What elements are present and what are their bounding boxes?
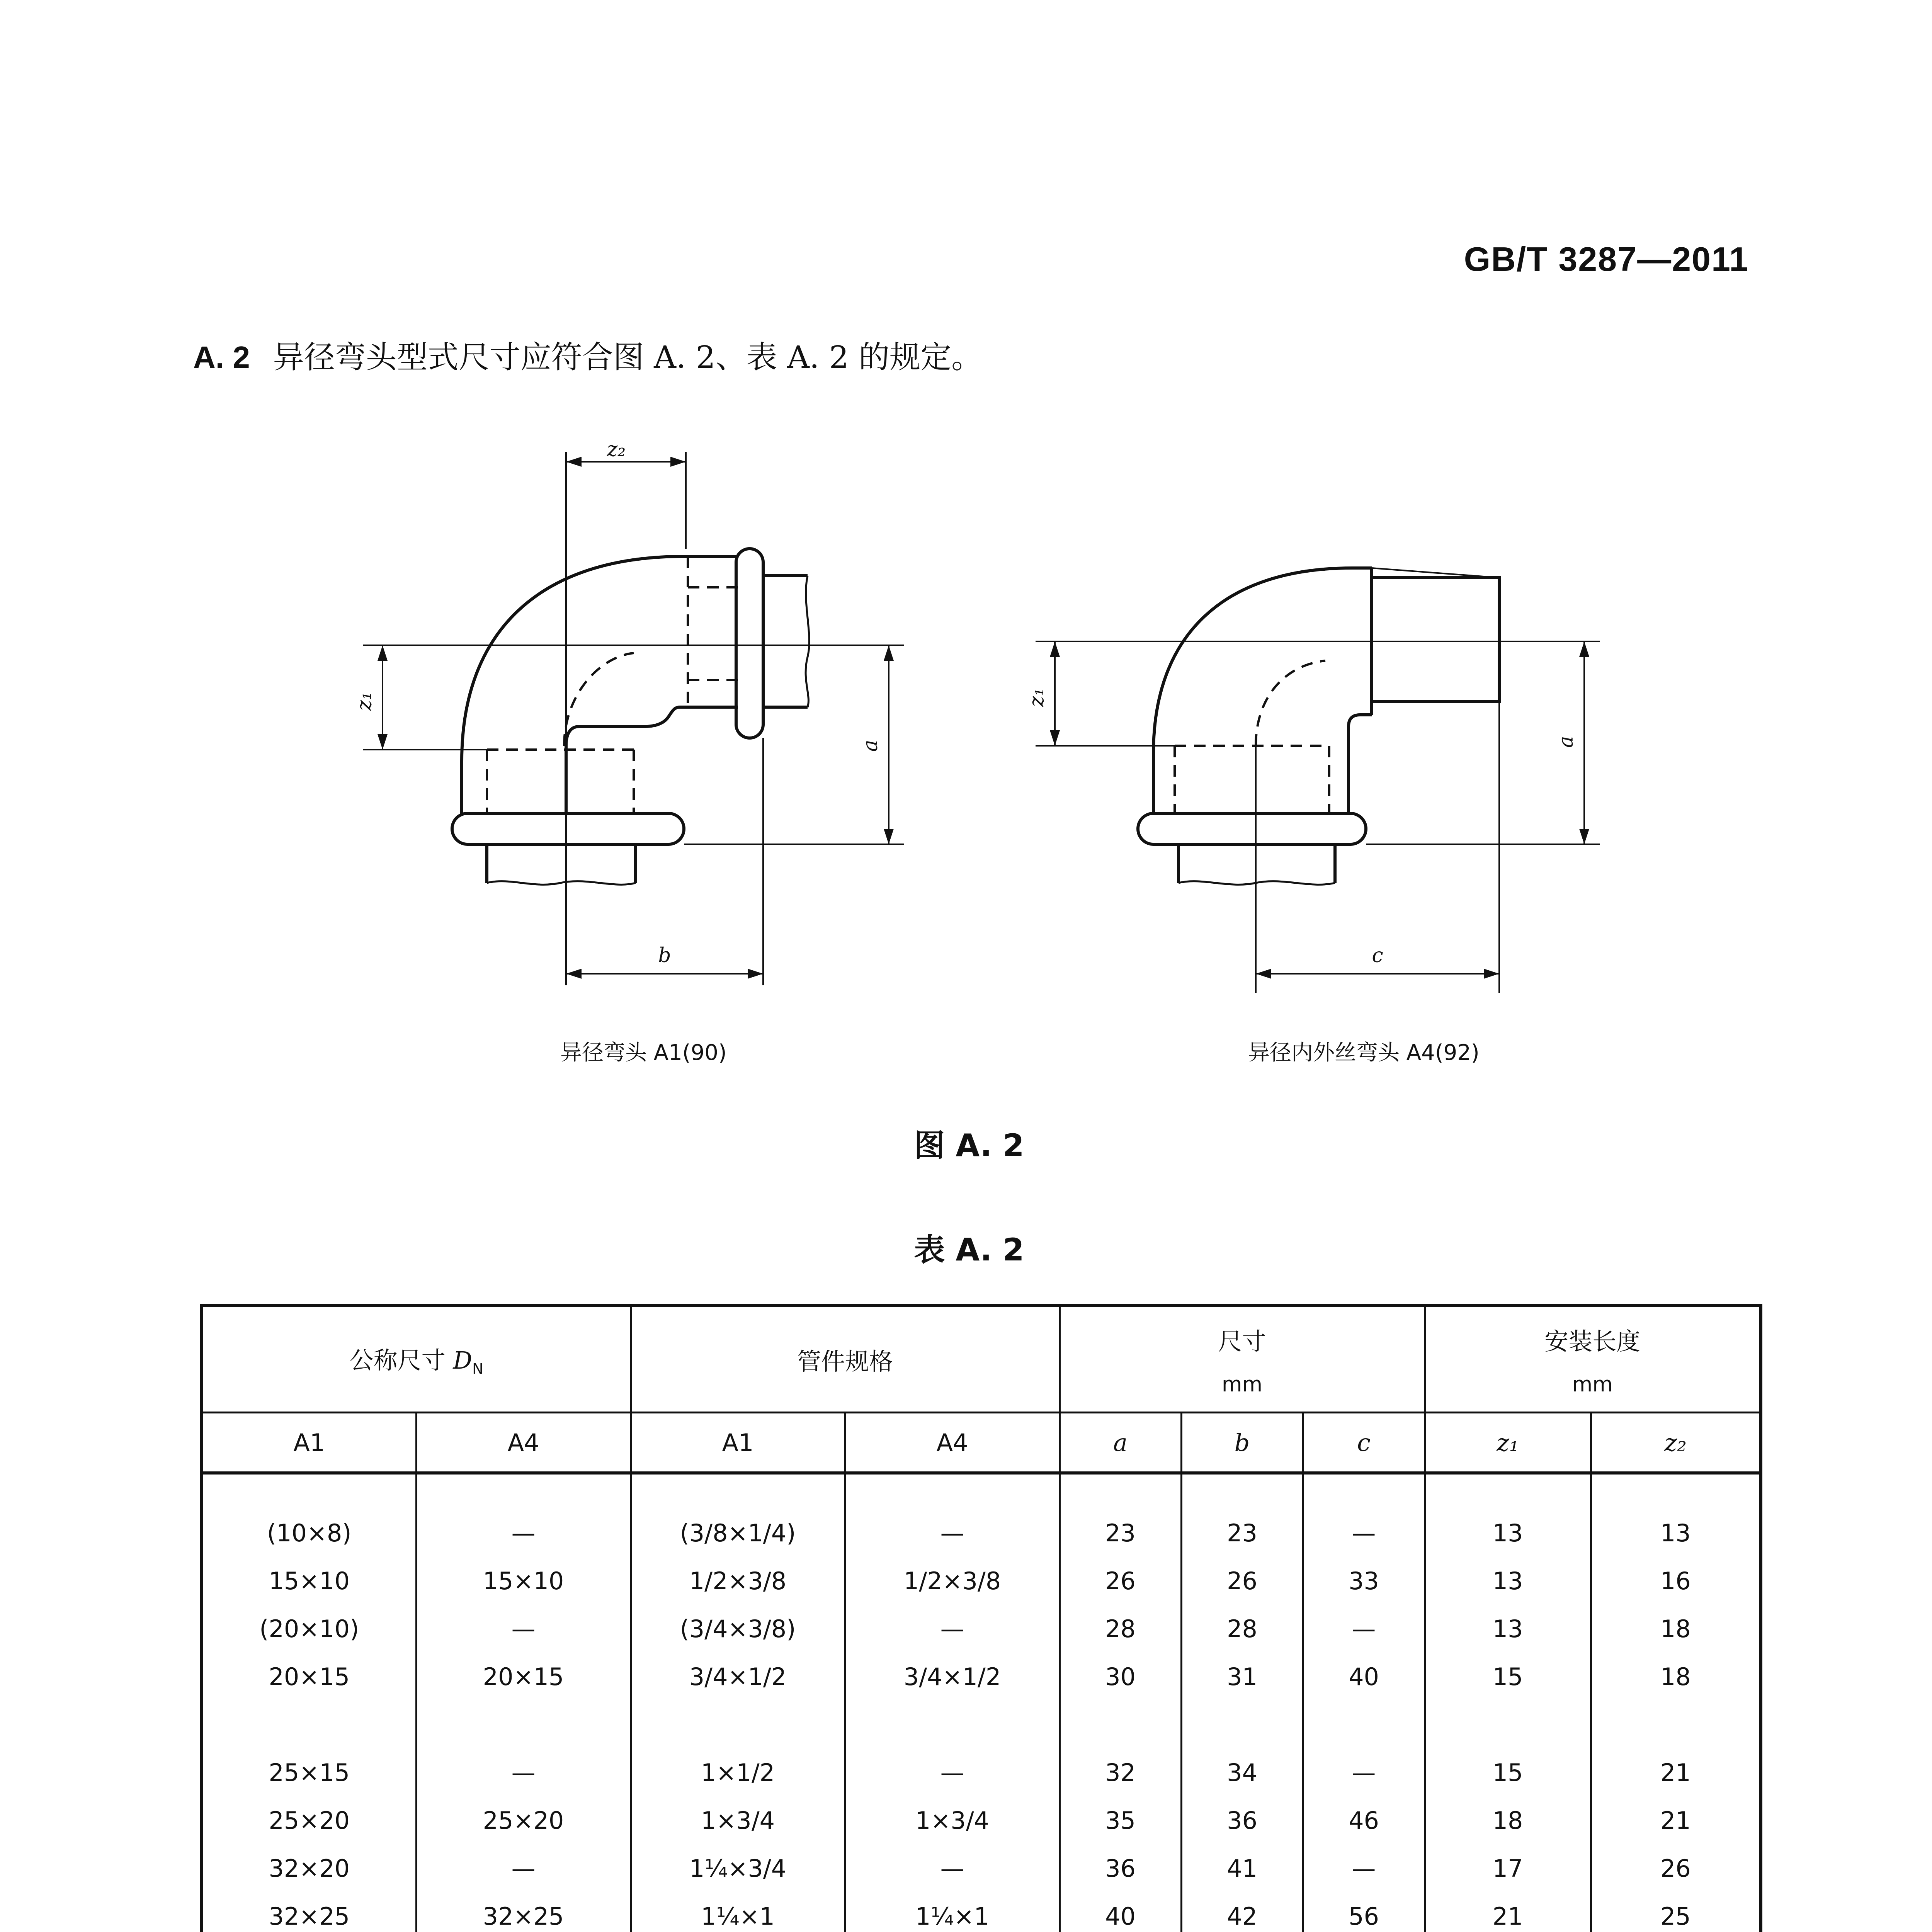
table-cell: 16 — [1660, 1567, 1691, 1595]
table-cell: 17 — [1492, 1854, 1523, 1883]
figure-caption: 图 A. 2 — [914, 1128, 1024, 1163]
table-cell: 1×3/4 — [915, 1806, 990, 1835]
table-cell: 41 — [1227, 1854, 1257, 1883]
table-cell: 40 — [1105, 1902, 1136, 1930]
table-cell: 13 — [1660, 1519, 1691, 1547]
table-cell: (10×8) — [267, 1519, 352, 1547]
table-cell: 25×20 — [483, 1806, 564, 1835]
table-cell: 25×15 — [269, 1759, 350, 1787]
table-cell: 25 — [1660, 1902, 1691, 1930]
table-cell: 3/4×1/2 — [689, 1663, 787, 1691]
table-cell: 32×25 — [269, 1902, 350, 1930]
table-cell: 20×15 — [269, 1663, 350, 1691]
table-cell: (20×10) — [259, 1615, 359, 1643]
table-cell: 32×20 — [269, 1854, 350, 1883]
table-cell: 26 — [1227, 1567, 1257, 1595]
table-cell: — — [1352, 1519, 1376, 1547]
table-cell: 32×25 — [483, 1902, 564, 1930]
table-cell: 21 — [1660, 1759, 1691, 1787]
table-cell: — — [1352, 1615, 1376, 1643]
table-cell: — — [940, 1615, 964, 1643]
table-cell: 32 — [1105, 1759, 1136, 1787]
table-cell: 1¼×3/4 — [689, 1854, 787, 1883]
figure-label-a4: 异径内外丝弯头 A4(92) — [1248, 1040, 1480, 1065]
figure-label-a1: 异径弯头 A1(90) — [560, 1040, 727, 1065]
header-size: 尺寸 mm — [1060, 1306, 1425, 1413]
section-text: 异径弯头型式尺寸应符合图 A. 2、表 A. 2 的规定。 — [273, 339, 983, 375]
table-cell: — — [511, 1519, 536, 1547]
table-column-cell — [202, 1473, 416, 1932]
subheader-cell: A1 — [202, 1413, 416, 1473]
table-column-cell — [1591, 1473, 1761, 1932]
table-cell: 18 — [1492, 1806, 1523, 1835]
table-cell: 13 — [1492, 1615, 1523, 1643]
subheader-cell: z₂ — [1591, 1413, 1761, 1473]
table-cell: 33 — [1349, 1567, 1379, 1595]
dim-b: b — [658, 944, 671, 967]
dim-c: c — [1372, 944, 1383, 967]
section-number: A. 2 — [193, 340, 250, 374]
table-cell: — — [511, 1615, 536, 1643]
dim-a-left: a — [859, 740, 882, 752]
table-cell: 36 — [1227, 1806, 1257, 1835]
table-cell: 28 — [1227, 1615, 1257, 1643]
table-cell: 3/4×1/2 — [903, 1663, 1001, 1691]
table-cell: — — [511, 1759, 536, 1787]
table-cell: 1×1/2 — [701, 1759, 775, 1787]
table-cell: 35 — [1105, 1806, 1136, 1835]
table-cell: 13 — [1492, 1519, 1523, 1547]
dim-z1-left: z₁ — [353, 692, 376, 711]
table-cell: — — [1352, 1759, 1376, 1787]
table-cell: 1¼×1 — [915, 1902, 989, 1930]
table-column-cell — [1303, 1473, 1425, 1932]
table-cell: 20×15 — [483, 1663, 564, 1691]
elbow-a4-drawing — [1036, 568, 1600, 993]
dim-z2-left: z₂ — [607, 438, 626, 461]
table-column-cell — [1425, 1473, 1591, 1932]
table-cell: 1/2×3/8 — [689, 1567, 787, 1595]
table-cell: 1×3/4 — [701, 1806, 775, 1835]
table-cell: — — [511, 1854, 536, 1883]
table-cell: 46 — [1349, 1806, 1379, 1835]
subheader-cell: c — [1303, 1413, 1425, 1473]
table-column-cell — [416, 1473, 631, 1932]
table-cell: 23 — [1105, 1519, 1136, 1547]
elbow-a1-drawing — [363, 452, 904, 985]
table-cell: — — [940, 1854, 964, 1883]
table-caption: 表 A. 2 — [914, 1232, 1024, 1268]
table-cell: 15 — [1492, 1663, 1523, 1691]
table-cell: 15×10 — [269, 1567, 350, 1595]
table-cell: 15×10 — [483, 1567, 564, 1595]
table-column-cell — [1060, 1473, 1181, 1932]
table-cell: 36 — [1105, 1854, 1136, 1883]
dim-z1-right: z₁ — [1025, 688, 1048, 707]
table-cell: 26 — [1105, 1567, 1136, 1595]
table-cell: 42 — [1227, 1902, 1257, 1930]
subheader-cell: a — [1060, 1413, 1181, 1473]
table-cell: 18 — [1660, 1615, 1691, 1643]
table-cell: 1¼×1 — [701, 1902, 775, 1930]
table-cell: 40 — [1349, 1663, 1379, 1691]
table-cell: 23 — [1227, 1519, 1257, 1547]
table-cell: 21 — [1492, 1902, 1523, 1930]
table-cell: (3/4×3/8) — [680, 1615, 796, 1643]
spec-table — [200, 1304, 1762, 1932]
table-cell: 13 — [1492, 1567, 1523, 1595]
table-cell: 1/2×3/8 — [903, 1567, 1001, 1595]
table-cell: 26 — [1660, 1854, 1691, 1883]
subheader-cell: b — [1181, 1413, 1303, 1473]
subheader-cell: A1 — [631, 1413, 845, 1473]
subheader-row — [202, 1413, 1761, 1473]
table-cell: (3/8×1/4) — [680, 1519, 796, 1547]
dimension-arrowheads — [378, 457, 1589, 979]
table-cell: 15 — [1492, 1759, 1523, 1787]
table-cell: 56 — [1349, 1902, 1379, 1930]
table-column-cell — [845, 1473, 1060, 1932]
table-column-cell — [1181, 1473, 1303, 1932]
table-cell: — — [940, 1519, 964, 1547]
table-cell: 28 — [1105, 1615, 1136, 1643]
table-column-cell — [631, 1473, 845, 1932]
subheader-cell: z₁ — [1425, 1413, 1591, 1473]
table-cell: 18 — [1660, 1663, 1691, 1691]
table-body-row — [202, 1473, 1761, 1932]
table-cell: 30 — [1105, 1663, 1136, 1691]
header-nominal-size: 公称尺寸 $D_N$ — [202, 1306, 631, 1413]
standard-number: GB/T 3287—2011 — [1464, 240, 1749, 278]
table-cell: 21 — [1660, 1806, 1691, 1835]
table-cell: — — [940, 1759, 964, 1787]
dim-a-right: a — [1554, 736, 1578, 748]
header-install-length: 安装长度 mm — [1425, 1306, 1761, 1413]
header-spec: 管件规格 — [631, 1306, 1060, 1413]
table-cell: 25×20 — [269, 1806, 350, 1835]
subheader-cell: A4 — [845, 1413, 1060, 1473]
table-cell: — — [1352, 1854, 1376, 1883]
table-cell: 31 — [1227, 1663, 1257, 1691]
subheader-cell: A4 — [416, 1413, 631, 1473]
table-cell: 34 — [1227, 1759, 1257, 1787]
